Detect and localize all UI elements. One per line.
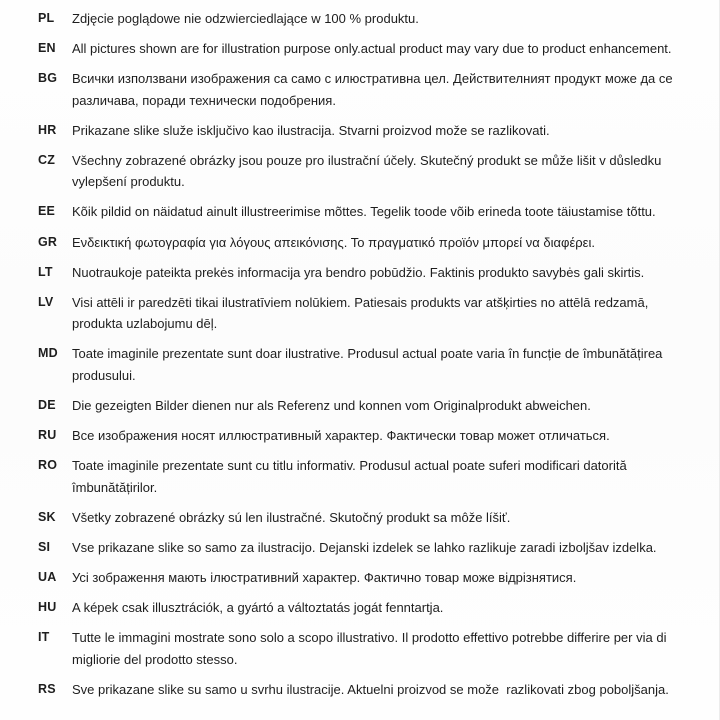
disclaimer-text: Усі зображення мають ілюстративний характер. Фактично товар може відрізнятися. xyxy=(72,569,577,585)
disclaimer-row xyxy=(38,150,695,193)
language-code: GR xyxy=(38,234,58,249)
disclaimer-row xyxy=(38,8,695,30)
disclaimer-row xyxy=(38,537,695,559)
language-code: RU xyxy=(38,428,57,443)
language-code: BG xyxy=(38,71,58,86)
disclaimer-list xyxy=(38,8,695,700)
language-code: SI xyxy=(38,539,51,554)
disclaimer-row xyxy=(38,120,695,142)
disclaimer-row xyxy=(38,567,695,589)
language-code: SK xyxy=(38,509,56,524)
language-code: HR xyxy=(38,122,57,137)
disclaimer-text: Die gezeigten Bilder dienen nur als Referenz und konnen vom Originalprodukt abweichen. xyxy=(72,397,591,413)
disclaimer-row xyxy=(38,343,695,386)
disclaimer-text: Toate imaginile prezentate sunt cu titlu informativ. Produsul actual poate suferi modificari datorită îmbunătățirilor. xyxy=(72,458,631,495)
disclaimer-text: A képek csak illusztrációk, a gyártó a változtatás jogát fenntartja. xyxy=(72,600,444,615)
disclaimer-text: Nuotraukoje pateikta prekės informacija yra bendro pobūdžio. Faktinis produkto savybės gali skirtis. xyxy=(72,264,645,280)
language-code: RO xyxy=(38,458,58,473)
disclaimer-text: Všechny zobrazené obrázky jsou pouze pro ilustrační účely. Skutečný produkt se může lišit v důsledku vylepšení produktu. xyxy=(72,152,666,190)
disclaimer-row xyxy=(38,292,695,335)
language-code: HU xyxy=(38,600,57,614)
disclaimer-text: Visi attēli ir paredzēti tikai ilustratīviem nolūkiem. Patiesais produkts var atšķirties no attēlā redzamā, produkta uzlabojumu dēļ. xyxy=(72,294,652,332)
disclaimer-text: Tutte le immagini mostrate sono solo a scopo illustrativo. Il prodotto effettivo potrebbe differire per via di migliorie del prodotto stesso. xyxy=(72,630,671,667)
disclaimer-text: Ενδεικτική φωτογραφία για λόγους απεικόνισης. Το πραγματικό προϊόν μπορεί να διαφέρει. xyxy=(72,234,595,250)
language-code: EN xyxy=(38,41,56,56)
language-code: IT xyxy=(38,630,50,645)
disclaimer-row xyxy=(38,395,695,417)
disclaimer-row xyxy=(38,201,695,223)
disclaimer-text: Sve prikazane slike su samo u svrhu ilustracije. Aktuelni proizvod se može razlikovati zbog poboljšanja. xyxy=(72,681,669,697)
disclaimer-row xyxy=(38,679,695,701)
disclaimer-text: Zdjęcie poglądowe nie odzwierciedlające w 100 % produktu. xyxy=(72,11,419,26)
disclaimer-row xyxy=(38,425,695,447)
disclaimer-row xyxy=(38,232,695,254)
disclaimer-row xyxy=(38,597,695,619)
disclaimer-text: All pictures shown are for illustration purpose only.actual product may vary due to product enhancement. xyxy=(72,41,672,57)
language-code: DE xyxy=(38,397,56,412)
disclaimer-row xyxy=(38,507,695,529)
language-code: LT xyxy=(38,264,53,279)
disclaimer-text: Kõik pildid on näidatud ainult illustreerimise mõttes. Tegelik toode võib erineda toote täiustamise tõttu. xyxy=(72,204,656,220)
disclaimer-text: Toate imaginile prezentate sunt doar ilustrative. Produsul actual poate varia în funcție de îmbunătățirea produsului. xyxy=(72,346,667,383)
disclaimer-row xyxy=(38,262,695,284)
language-code: PL xyxy=(38,11,55,25)
language-code: CZ xyxy=(38,152,56,167)
disclaimer-row xyxy=(38,455,695,498)
disclaimer-text: Všetky zobrazené obrázky sú len ilustračné. Skutočný produkt sa môže líšiť. xyxy=(72,509,511,525)
disclaimer-row xyxy=(38,627,695,670)
disclaimer-text: Все изображения носят иллюстративный характер. Фактически товар может отличаться. xyxy=(72,428,610,444)
language-code: MD xyxy=(38,346,58,361)
disclaimer-row xyxy=(38,38,695,60)
disclaimer-row xyxy=(38,68,695,111)
disclaimer-text: Prikazane slike služe isključivo kao ilustracija. Stvarni proizvod može se razlikovati. xyxy=(72,122,550,138)
disclaimer-text: Vse prikazane slike so samo za ilustracijo. Dejanski izdelek se lahko razlikuje zaradi izboljšav izdelka. xyxy=(72,539,657,555)
language-code: UA xyxy=(38,569,57,584)
language-code: RS xyxy=(38,681,56,696)
language-code: EE xyxy=(38,204,56,219)
disclaimer-text: Всички използвани изображения са само с илюстративна цел. Действителният продукт може да се различава, поради технически подобрения. xyxy=(72,71,677,108)
language-code: LV xyxy=(38,294,54,309)
